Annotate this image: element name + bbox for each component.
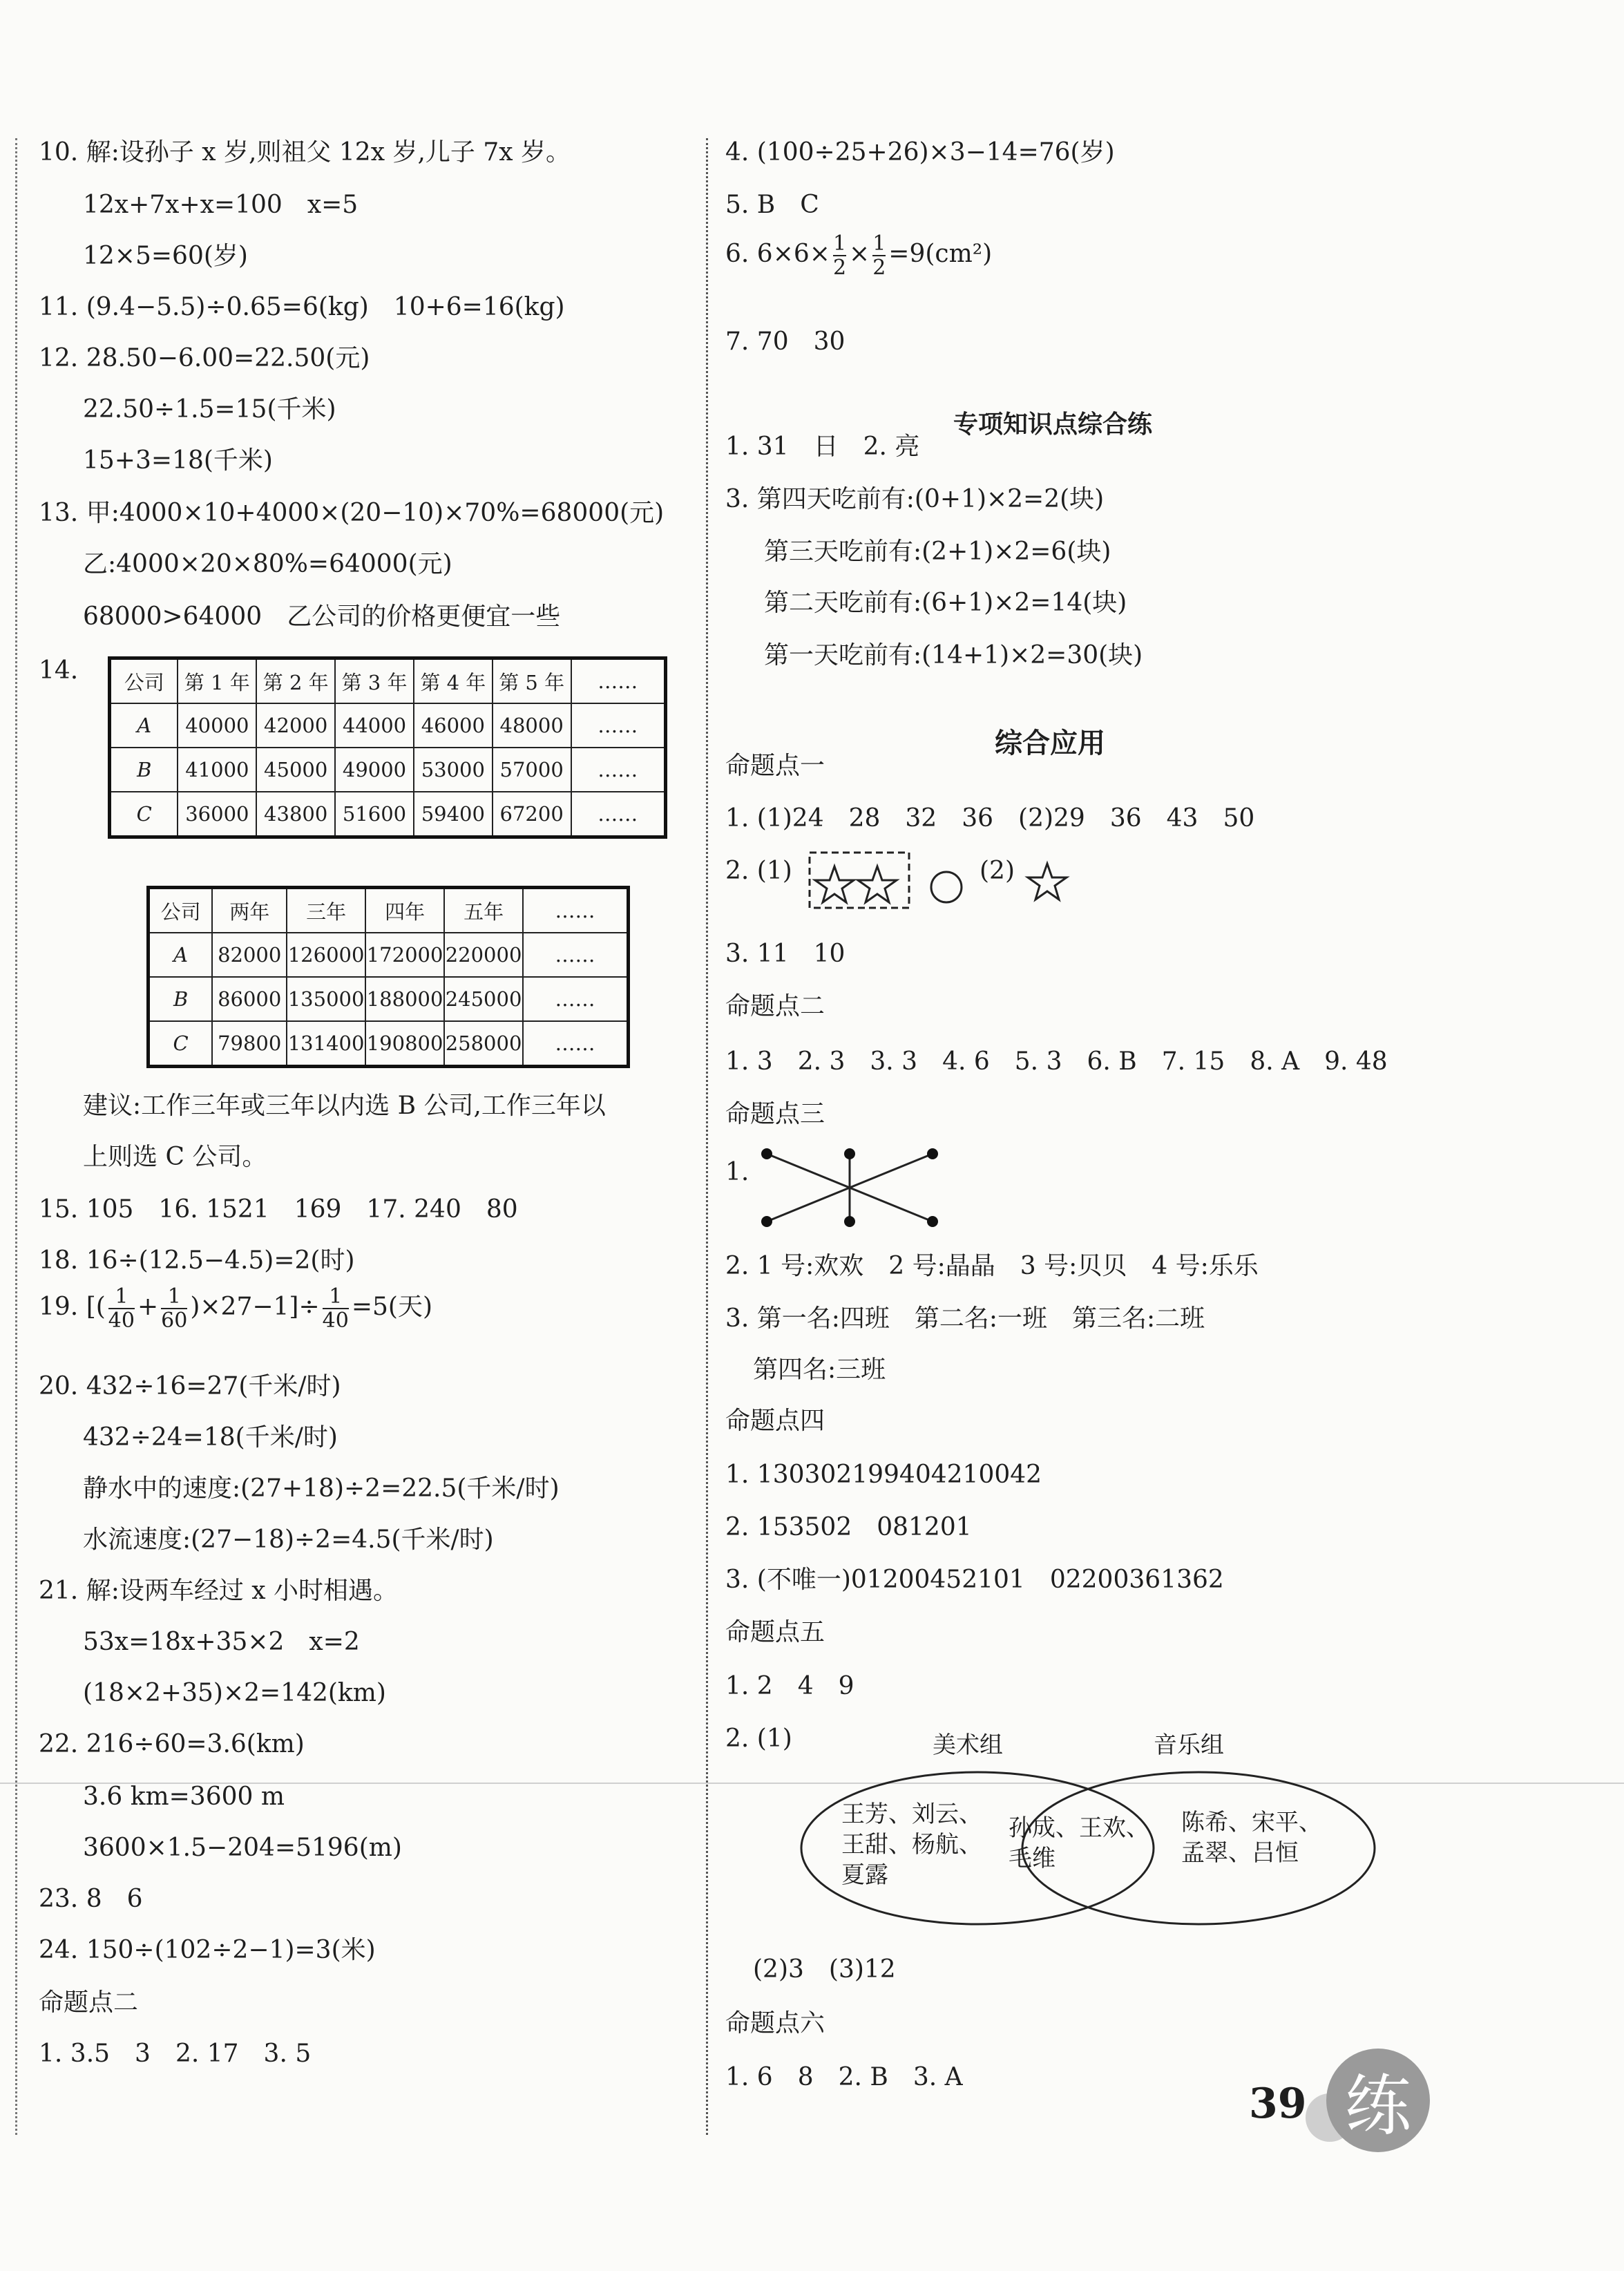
table-cell: B <box>110 748 178 792</box>
table-row <box>110 792 666 837</box>
point1-answer-2b-label: (2) <box>980 857 1015 885</box>
table-header-cell: 三年 <box>287 888 365 933</box>
table-cell: 57000 <box>493 748 571 792</box>
answer-14-label: 14. <box>39 656 79 685</box>
table-header-cell: 公司 <box>110 658 178 704</box>
point4-answer-2: 2. 153502 081201 <box>725 1513 972 1541</box>
venn-text-line: 王甜、杨航、 <box>841 1831 982 1859</box>
answer-19-mid: )×27−1]÷ <box>190 1293 320 1321</box>
table-header-cell: 第 3 年 <box>335 658 414 704</box>
table-cell: 43800 <box>256 792 335 837</box>
table-cell: 172000 <box>365 933 444 977</box>
special-3-line2: 第三天吃前有:(2+1)×2=6(块) <box>764 538 1111 566</box>
point4-answer-1: 1. 130302199404210042 <box>725 1461 1042 1489</box>
table-cell: 190800 <box>365 1021 444 1067</box>
table-cell: 49000 <box>335 748 414 792</box>
venn-text-line: 孟翠、吕恒 <box>1181 1839 1299 1868</box>
table-cell: 131400 <box>287 1021 365 1067</box>
table-header-cell: 第 5 年 <box>493 658 571 704</box>
table-cell: 44000 <box>335 703 414 748</box>
table-row <box>149 977 629 1021</box>
company-cumulative-salary-table <box>146 886 630 1068</box>
section-2-left-answers: 1. 3.5 3 2. 17 3. 5 <box>39 2040 312 2068</box>
point1-answer-2-label: 2. (1) <box>725 857 792 885</box>
answer-19 <box>39 1285 432 1332</box>
answer-22-line1: 22. 216÷60=3.6(km) <box>39 1730 305 1758</box>
table-cell: 53000 <box>414 748 493 792</box>
practice-badge: 练 <box>1326 2049 1430 2152</box>
circle-icon <box>931 872 962 902</box>
dot-icon <box>761 1148 772 1159</box>
company-yearly-salary-table <box>108 656 667 839</box>
fraction-denominator: 2 <box>832 256 847 280</box>
table-cell: …… <box>571 792 666 837</box>
answer-r6-mid: × <box>849 240 870 268</box>
table-row <box>110 748 666 792</box>
column-divider <box>706 138 708 2135</box>
fraction-1-40-a <box>108 1285 135 1332</box>
suggestion-line2: 上则选 C 公司。 <box>83 1143 267 1171</box>
answer-18: 18. 16÷(12.5−4.5)=2(时) <box>39 1246 355 1275</box>
table-cell: 59400 <box>414 792 493 837</box>
fraction-1-2-a <box>833 232 846 279</box>
venn-art-only <box>841 1799 982 1891</box>
point3-answer-3-line1: 3. 第一名:四班 第二名:一班 第三名:二班 <box>725 1304 1205 1333</box>
fraction-denominator: 2 <box>872 256 886 280</box>
table-cell: 42000 <box>256 703 335 748</box>
table-header-cell: 两年 <box>212 888 287 933</box>
table-cell: 46000 <box>414 703 493 748</box>
star-icon <box>815 866 854 902</box>
answer-13-line3: 68000>64000 乙公司的价格更便宜一些 <box>83 602 561 631</box>
table-header-cell: 五年 <box>444 888 523 933</box>
answer-12-line1: 12. 28.50−6.00=22.50(元) <box>39 344 370 372</box>
fraction-1-60 <box>161 1285 187 1332</box>
dot-icon <box>927 1148 938 1159</box>
venn-text-line: 孙成、王欢、 <box>1009 1814 1149 1842</box>
answer-r5: 5. B C <box>725 191 819 219</box>
answer-23: 23. 8 6 <box>39 1885 143 1913</box>
point4-answer-3: 3. (不唯一)01200452101 02200361362 <box>725 1566 1224 1594</box>
table-header-cell: 四年 <box>365 888 444 933</box>
answer-r6-end: =9(cm²) <box>888 240 993 268</box>
table-header-cell: 第 4 年 <box>414 658 493 704</box>
answer-20-line1: 20. 432÷16=27(千米/时) <box>39 1372 341 1400</box>
dot-icon <box>761 1216 772 1227</box>
answer-21-line1: 21. 解:设两车经过 x 小时相遇。 <box>39 1577 399 1605</box>
answer-r4: 4. (100÷25+26)×3−14=76(岁) <box>725 138 1115 167</box>
shape-pattern-figure <box>807 850 1090 912</box>
table-cell: A <box>110 703 178 748</box>
special-1-2: 1. 31 日 2. 亮 <box>725 433 920 461</box>
table-cell: C <box>149 1021 213 1067</box>
table-cell: C <box>110 792 178 837</box>
table-cell: 126000 <box>287 933 365 977</box>
title-special-practice: 专项知识点综合练 <box>953 410 1153 439</box>
table-cell: …… <box>571 748 666 792</box>
fraction-1-2-b <box>872 232 886 279</box>
venn-text-line: 毛维 <box>1009 1845 1055 1873</box>
answer-19-prefix: 19. [( <box>39 1293 106 1321</box>
answer-20-line2: 432÷24=18(千米/时) <box>83 1423 338 1452</box>
dot-icon <box>927 1216 938 1227</box>
table-cell: 79800 <box>212 1021 287 1067</box>
answer-10-line1: 10. 解:设孙子 x 岁,则祖父 12x 岁,儿子 7x 岁。 <box>39 138 571 167</box>
table-row <box>110 703 666 748</box>
answer-19-end: =5(天) <box>351 1293 432 1321</box>
star-icon <box>858 866 897 902</box>
answer-11: 11. (9.4−5.5)÷0.65=6(kg) 10+6=16(kg) <box>39 293 565 321</box>
suggestion-line1: 建议:工作三年或三年以内选 B 公司,工作三年以 <box>83 1092 606 1120</box>
page-number: 39 <box>1249 2080 1307 2128</box>
table-cell: …… <box>523 977 628 1021</box>
table-cell: …… <box>523 933 628 977</box>
table-cell: …… <box>523 1021 628 1067</box>
fraction-numerator: 1 <box>832 231 847 256</box>
venn-both <box>1009 1813 1149 1874</box>
answer-22-line2: 3.6 km=3600 m <box>83 1783 285 1811</box>
table-cell: 86000 <box>212 977 287 1021</box>
point3-answer-1-label: 1. <box>725 1158 749 1186</box>
table-cell: …… <box>571 703 666 748</box>
point5-answer-1: 1. 2 4 9 <box>725 1672 854 1700</box>
answer-12-line3: 15+3=18(千米) <box>83 446 273 475</box>
table-row <box>149 933 629 977</box>
answer-12-line2: 22.50÷1.5=15(千米) <box>83 395 336 424</box>
fraction-numerator: 1 <box>329 1284 343 1309</box>
section-mingtidian-4: 命题点四 <box>725 1407 825 1435</box>
venn-text-line: 王芳、刘云、 <box>841 1800 982 1828</box>
answer-24: 24. 150÷(102÷2−1)=3(米) <box>39 1936 376 1964</box>
section-mingtidian-2-left: 命题点二 <box>39 1988 139 2017</box>
answer-21-line2: 53x=18x+35×2 x=2 <box>83 1628 360 1656</box>
table-row <box>149 1021 629 1067</box>
venn-label-art-group: 美术组 <box>933 1731 1003 1759</box>
point1-answer-3: 3. 11 10 <box>725 940 846 968</box>
point6-answers: 1. 6 8 2. B 3. A <box>725 2063 963 2091</box>
table-cell: 135000 <box>287 977 365 1021</box>
answer-22-line3: 3600×1.5−204=5196(m) <box>83 1834 402 1862</box>
section-mingtidian-5: 命题点五 <box>725 1618 825 1646</box>
venn-music-only <box>1181 1807 1322 1868</box>
dot-icon <box>844 1216 855 1227</box>
connection-line-figure <box>753 1143 946 1233</box>
left-margin-divider <box>15 138 17 2135</box>
point5-answer-2-label: 2. (1) <box>725 1724 792 1753</box>
table-cell: 48000 <box>493 703 571 748</box>
point3-answer-3-line2: 第四名:三班 <box>753 1356 886 1384</box>
point5-answer-2b-3: (2)3 (3)12 <box>753 1955 896 1984</box>
answer-10-line3: 12×5=60(岁) <box>83 242 248 270</box>
special-3-line4: 第一天吃前有:(14+1)×2=30(块) <box>764 641 1143 669</box>
table-cell: B <box>149 977 213 1021</box>
venn-text-line: 夏露 <box>841 1861 888 1890</box>
table-header-cell: 公司 <box>149 888 213 933</box>
answer-20-line4: 水流速度:(27−18)÷2=4.5(千米/时) <box>83 1526 494 1554</box>
section-mingtidian-3: 命题点三 <box>725 1100 825 1128</box>
answer-13-line2: 乙:4000×20×80%=64000(元) <box>83 550 452 578</box>
table-cell: 258000 <box>444 1021 523 1067</box>
venn-label-music-group: 音乐组 <box>1154 1731 1224 1759</box>
answer-r7: 7. 70 30 <box>725 327 846 356</box>
table-cell: 188000 <box>365 977 444 1021</box>
answer-10-line2: 12x+7x+x=100 x=5 <box>83 191 359 219</box>
section-mingtidian-2: 命题点二 <box>725 992 825 1020</box>
table-cell: 51600 <box>335 792 414 837</box>
section-mingtidian-6: 命题点六 <box>725 2009 825 2037</box>
table-header-cell: 第 2 年 <box>256 658 335 704</box>
fraction-denominator: 40 <box>322 1309 349 1333</box>
table-cell: 45000 <box>256 748 335 792</box>
point2-answers: 1. 3 2. 3 3. 3 4. 6 5. 3 6. B 7. 15 8. A 9. 48 <box>725 1047 1388 1076</box>
answer-r6 <box>725 232 992 279</box>
star-icon <box>1028 864 1067 900</box>
answer-21-line3: (18×2+35)×2=142(km) <box>83 1679 386 1707</box>
title-comprehensive-application: 综合应用 <box>995 728 1105 759</box>
table-header-cell: …… <box>571 658 666 704</box>
point1-answer-1: 1. (1)24 28 32 36 (2)29 36 43 50 <box>725 804 1255 833</box>
table-header-cell: 第 1 年 <box>178 658 256 704</box>
answer-19-plus: + <box>137 1293 159 1321</box>
table-header-row <box>110 658 666 704</box>
fraction-numerator: 1 <box>115 1284 128 1309</box>
answer-15-17: 15. 105 16. 1521 169 17. 240 80 <box>39 1195 518 1224</box>
answer-13-line1: 13. 甲:4000×10+4000×(20−10)×70%=68000(元) <box>39 499 665 527</box>
section-mingtidian-1: 命题点一 <box>725 752 825 780</box>
table-cell: 82000 <box>212 933 287 977</box>
table-header-row <box>149 888 629 933</box>
table-cell: 67200 <box>493 792 571 837</box>
fraction-denominator: 60 <box>161 1309 188 1333</box>
special-3-line1: 3. 第四天吃前有:(0+1)×2=2(块) <box>725 485 1105 513</box>
fraction-numerator: 1 <box>872 231 886 256</box>
fraction-1-40-b <box>323 1285 349 1332</box>
table-cell: 36000 <box>178 792 256 837</box>
special-3-line3: 第二天吃前有:(6+1)×2=14(块) <box>764 589 1127 617</box>
dot-icon <box>844 1148 855 1159</box>
table-header-cell: …… <box>523 888 628 933</box>
table-cell: 40000 <box>178 703 256 748</box>
fraction-numerator: 1 <box>167 1284 181 1309</box>
table-cell: 220000 <box>444 933 523 977</box>
venn-text-line: 陈希、宋平、 <box>1181 1809 1322 1836</box>
point3-answer-2: 2. 1 号:欢欢 2 号:晶晶 3 号:贝贝 4 号:乐乐 <box>725 1252 1259 1280</box>
answer-r6-prefix: 6. 6×6× <box>725 240 830 268</box>
table-cell: 41000 <box>178 748 256 792</box>
fraction-denominator: 40 <box>108 1309 135 1333</box>
table-cell: A <box>149 933 213 977</box>
table-cell: 245000 <box>444 977 523 1021</box>
answer-20-line3: 静水中的速度:(27+18)÷2=22.5(千米/时) <box>83 1474 560 1503</box>
